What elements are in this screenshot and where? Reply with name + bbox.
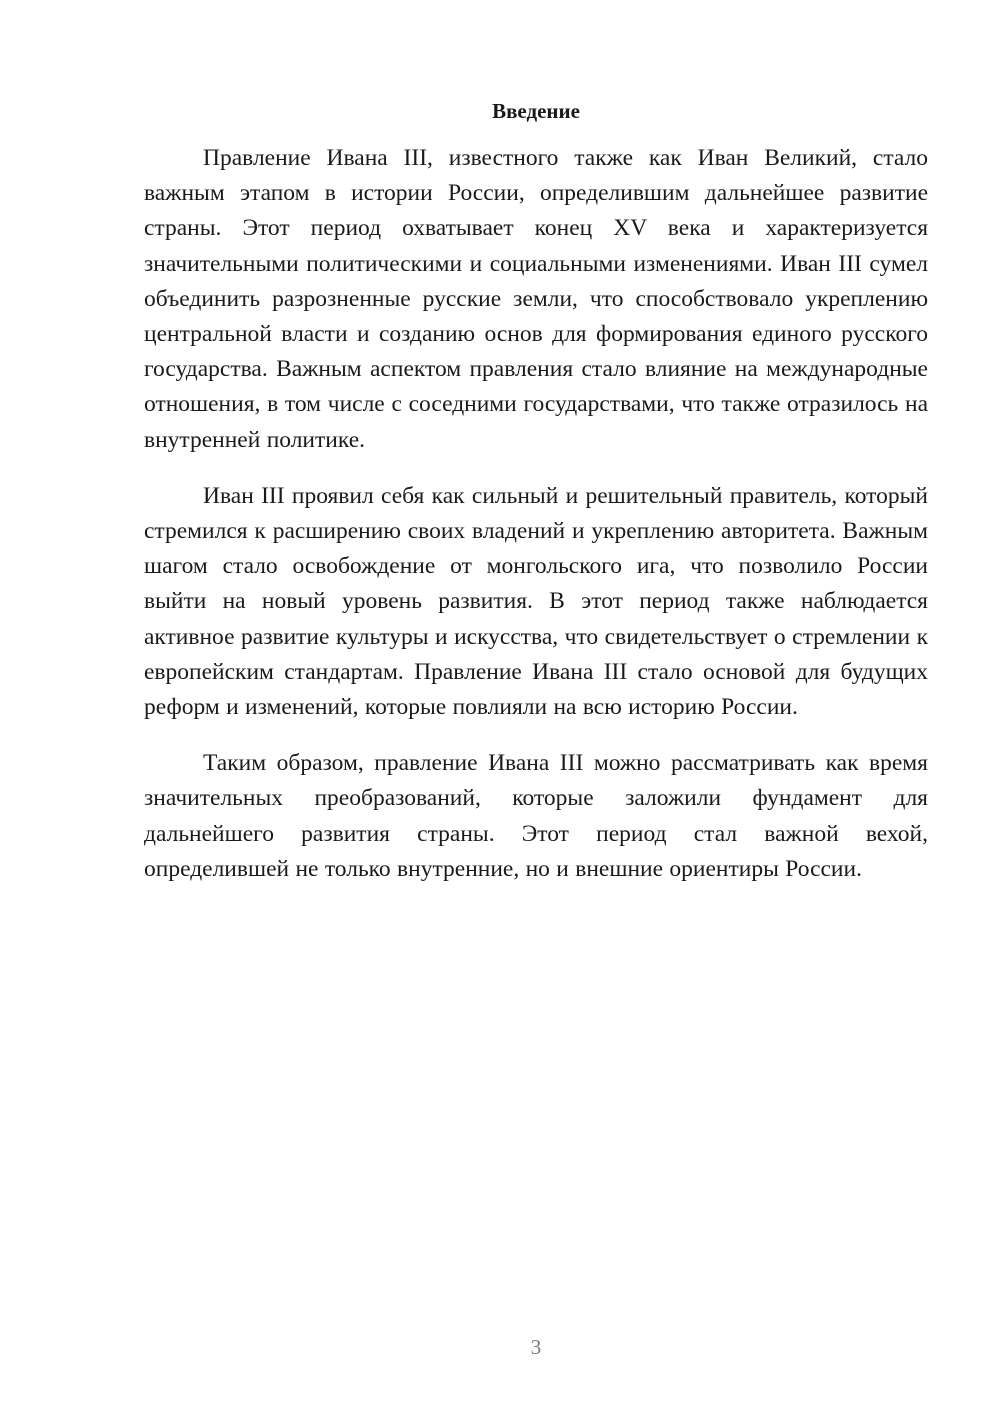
- page-number: 3: [530, 1335, 542, 1359]
- paragraph-3: Таким образом, правление Ивана III можно рассматривать как время значительных преобразований, которые заложили фундамент для дальнейшего развития страны. Этот период стал важной вехой, определившей не только внутренние, но и внешние ориентиры России.: [144, 750, 928, 882]
- paragraph-2: Иван III проявил себя как сильный и решительный правитель, который стремился к расширению своих владений и укреплению авторитета. Важным шагом стало освобождение от монгольского ига, что позволило России выйти на новый уровень развития. В этот период также наблюдается активное развитие культуры и искусства, что свидетельствует о стремлении к европейским стандартам. Правление Ивана III стало основой для будущих реформ и изменений, которые повлияли на всю историю России.: [144, 482, 928, 721]
- body-text: [144, 141, 928, 908]
- section-heading: Введение: [492, 99, 580, 123]
- paragraph-1: Правление Ивана III, известного также как Иван Великий, стало важным этапом в истории России, определившим дальнейшее развитие страны. Этот период охватывает конец XV века и характеризуется значительными политическими и социальными изменениями. Иван III сумел объединить разрозненные русские земли, что способствовало укреплению центральной власти и созданию основ для формирования единого русского государства. Важным аспектом правления стало влияние на международные отношения, в том числе с соседними государствами, что также отразилось на внутренней политике.: [144, 145, 928, 453]
